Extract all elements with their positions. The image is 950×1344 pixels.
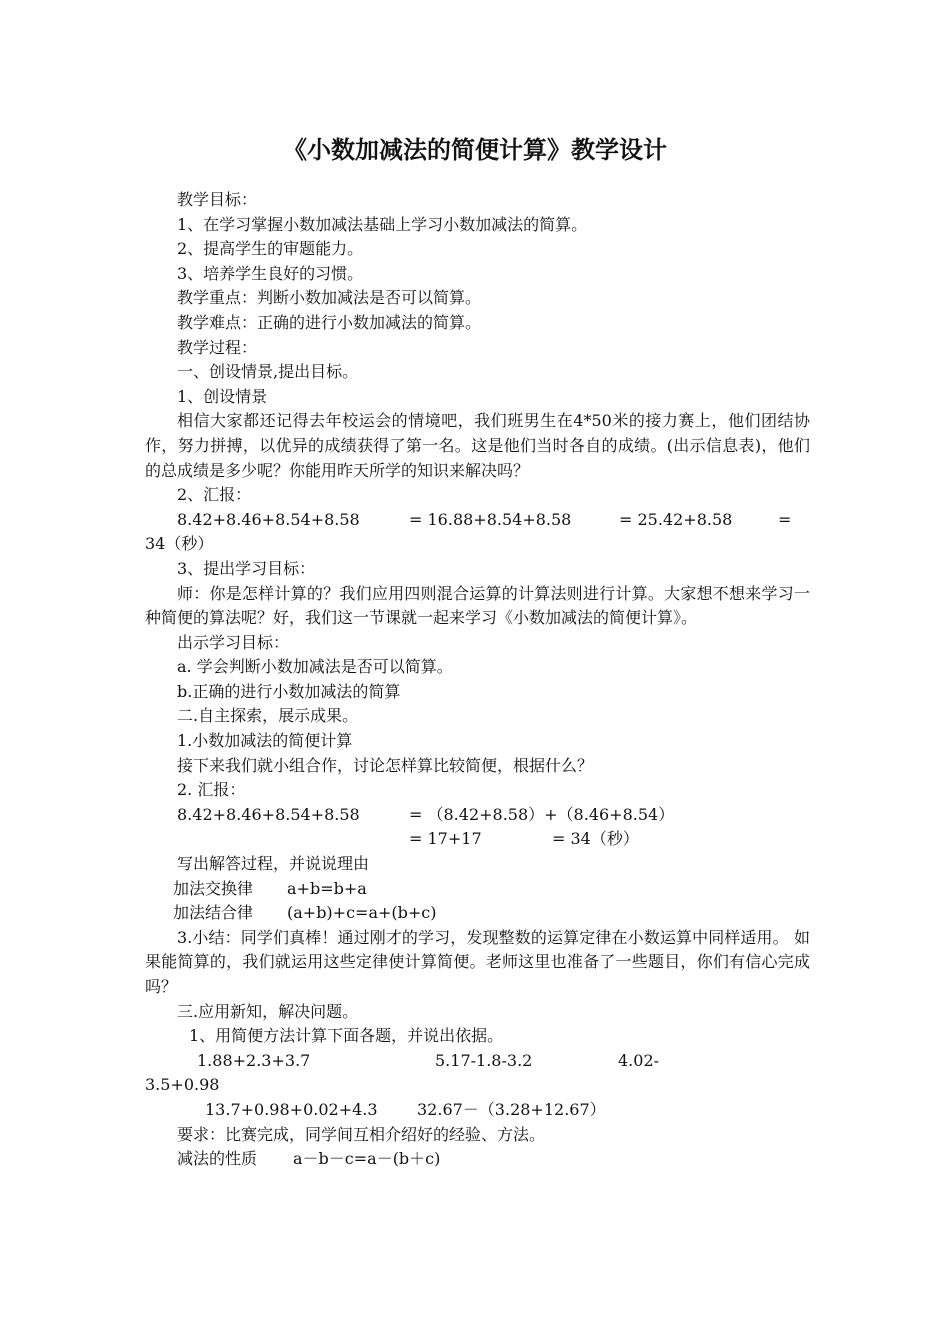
equation-1-step-2: = 25.42+8.58 (619, 509, 733, 529)
difficulty: 教学难点：正确的进行小数加减法的简算。 (177, 312, 482, 332)
law-associative-formula: (a+b)+c=a+(b+c) (287, 903, 437, 923)
goal-1: 1、在学习掌握小数加减法基础上学习小数加减法的简算。 (177, 214, 588, 234)
equation-1-result: 34（秒） (145, 534, 214, 554)
teacher-paragraph: 师：你是怎样计算的？我们应用四则混合运算的计算法则进行计算。大家想不想来学习一种简便的算法呢？好，我们这一节课就一起来学习《小数加减法的简便计算》。 (145, 583, 810, 628)
equation-2-line-2 (145, 827, 810, 852)
show-goals: 出示学习目标： (177, 632, 290, 652)
equation-1-step-3: = (778, 509, 792, 529)
section-2-item-1: 1.小数加减法的简便计算 (177, 731, 353, 751)
section-1-item-1: 1、创设情景 (177, 386, 268, 406)
goals-heading: 教学目标： (177, 190, 258, 209)
problems-line-2 (145, 1098, 810, 1123)
section-1-heading: 一、创设情景,提出目标。 (177, 362, 359, 382)
section-1-item-3: 3、提出学习目标： (177, 558, 316, 578)
goal-2: 2、提高学生的审题能力。 (177, 239, 364, 259)
law-commutative-name: 加法交换律 (173, 878, 254, 898)
section-3-item-1: 1、用简便方法计算下面各题，并说出依据。 (189, 1026, 504, 1046)
equation-1 (145, 508, 810, 533)
problem-3-part-2: 3.5+0.98 (145, 1075, 220, 1095)
learning-goal-b: b.正确的进行小数加减法的简算 (177, 681, 401, 701)
subtraction-property-name: 减法的性质 (177, 1149, 258, 1169)
learning-goal-a: a. 学会判断小数加减法是否可以简算。 (177, 657, 453, 677)
law-associative (145, 901, 810, 926)
section-1-item-2: 2、汇报： (177, 485, 252, 505)
problem-1: 1.88+2.3+3.7 (197, 1050, 311, 1070)
subtraction-property (145, 1147, 810, 1172)
equation-1-expr: 8.42+8.46+8.54+8.58 (177, 509, 360, 529)
section-1-paragraph: 相信大家都还记得去年校运会的情境吧，我们班男生在4*50米的接力赛上，他们团结协作，努力拼搏，以优异的成绩获得了第一名。这是他们当时各自的成绩。(出示信息表)，他们的总成绩是多少呢？你能用昨天所学的知识来解决吗？ (145, 411, 810, 480)
law-commutative-formula: a+b=b+a (287, 878, 367, 898)
equation-2-step-3: = 34（秒） (552, 829, 639, 849)
law-associative-name: 加法结合律 (173, 903, 254, 923)
section-2-heading: 二.自主探索，展示成果。 (177, 706, 359, 726)
equation-1-step-1: = 16.88+8.54+8.58 (409, 509, 572, 529)
problem-2: 5.17-1.8-3.2 (435, 1050, 533, 1070)
goal-3: 3、培养学生良好的习惯。 (177, 263, 364, 283)
section-2-item-2: 2. 汇报： (177, 780, 246, 800)
document-title: 《小数加减法的简便计算》教学设计 (283, 135, 667, 164)
problems-line-1 (145, 1049, 810, 1074)
section-2-paragraph: 接下来我们就小组合作，讨论怎样算比较简便，根据什么？ (177, 755, 594, 775)
law-commutative (145, 877, 810, 902)
summary-paragraph: 3.小结：同学们真棒！通过刚才的学习，发现整数的运算定律在小数运算中同样适用。 如果能简算的，我们就运用这些定律使计算简便。老师这里也准备了一些题目，你们有信心完成吗？ (145, 927, 810, 996)
problem-5: 32.67－（3.28+12.67） (417, 1099, 606, 1119)
document-body (145, 188, 810, 1172)
equation-2-step-2: = 17+17 (409, 829, 482, 849)
problem-3-part-1: 4.02- (618, 1050, 660, 1070)
section-3-heading: 三.应用新知，解决问题。 (177, 1001, 359, 1021)
requirement: 要求：比赛完成，同学间互相介绍好的经验、方法。 (177, 1124, 546, 1144)
key-point: 教学重点：判断小数加减法是否可以简算。 (177, 288, 482, 308)
equation-2-line-1 (145, 803, 810, 828)
equation-2-step-1: = （8.42+8.58）+（8.46+8.54） (409, 804, 675, 824)
process-heading: 教学过程： (177, 337, 258, 357)
subtraction-property-formula: a－b－c=a－(b＋c) (293, 1149, 441, 1169)
equation-2-expr: 8.42+8.46+8.54+8.58 (177, 804, 360, 824)
write-process: 写出解答过程，并说说理由 (177, 854, 370, 874)
problem-4: 13.7+0.98+0.02+4.3 (205, 1099, 378, 1119)
